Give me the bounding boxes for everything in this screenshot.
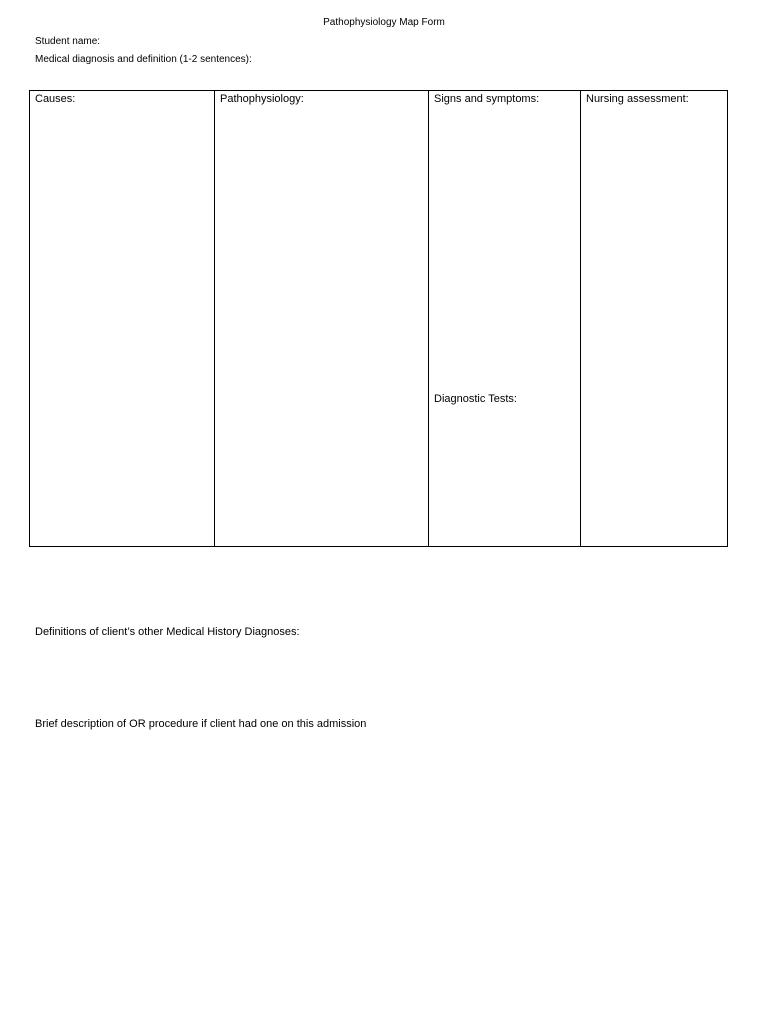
- signs-symptoms-header: Signs and symptoms:: [434, 93, 540, 105]
- pathophysiology-column[interactable]: [214, 91, 428, 546]
- student-name-label: Student name:: [35, 36, 101, 47]
- causes-header: Causes:: [35, 93, 76, 105]
- form-title: Pathophysiology Map Form: [323, 17, 445, 28]
- nursing-assessment-header: Nursing assessment:: [586, 93, 689, 105]
- medical-history-label: Definitions of client’s other Medical History Diagnoses:: [35, 626, 300, 638]
- pathophysiology-map-table: [29, 90, 728, 547]
- nursing-assessment-column[interactable]: [580, 91, 727, 546]
- signs-symptoms-column[interactable]: [428, 91, 580, 546]
- diagnosis-label: Medical diagnosis and definition (1-2 sentences):: [35, 54, 252, 65]
- or-procedure-label: Brief description of OR procedure if client had one on this admission: [35, 718, 367, 730]
- pathophysiology-header: Pathophysiology:: [220, 93, 304, 105]
- causes-column[interactable]: [30, 91, 214, 546]
- diagnostic-tests-header: Diagnostic Tests:: [434, 393, 517, 405]
